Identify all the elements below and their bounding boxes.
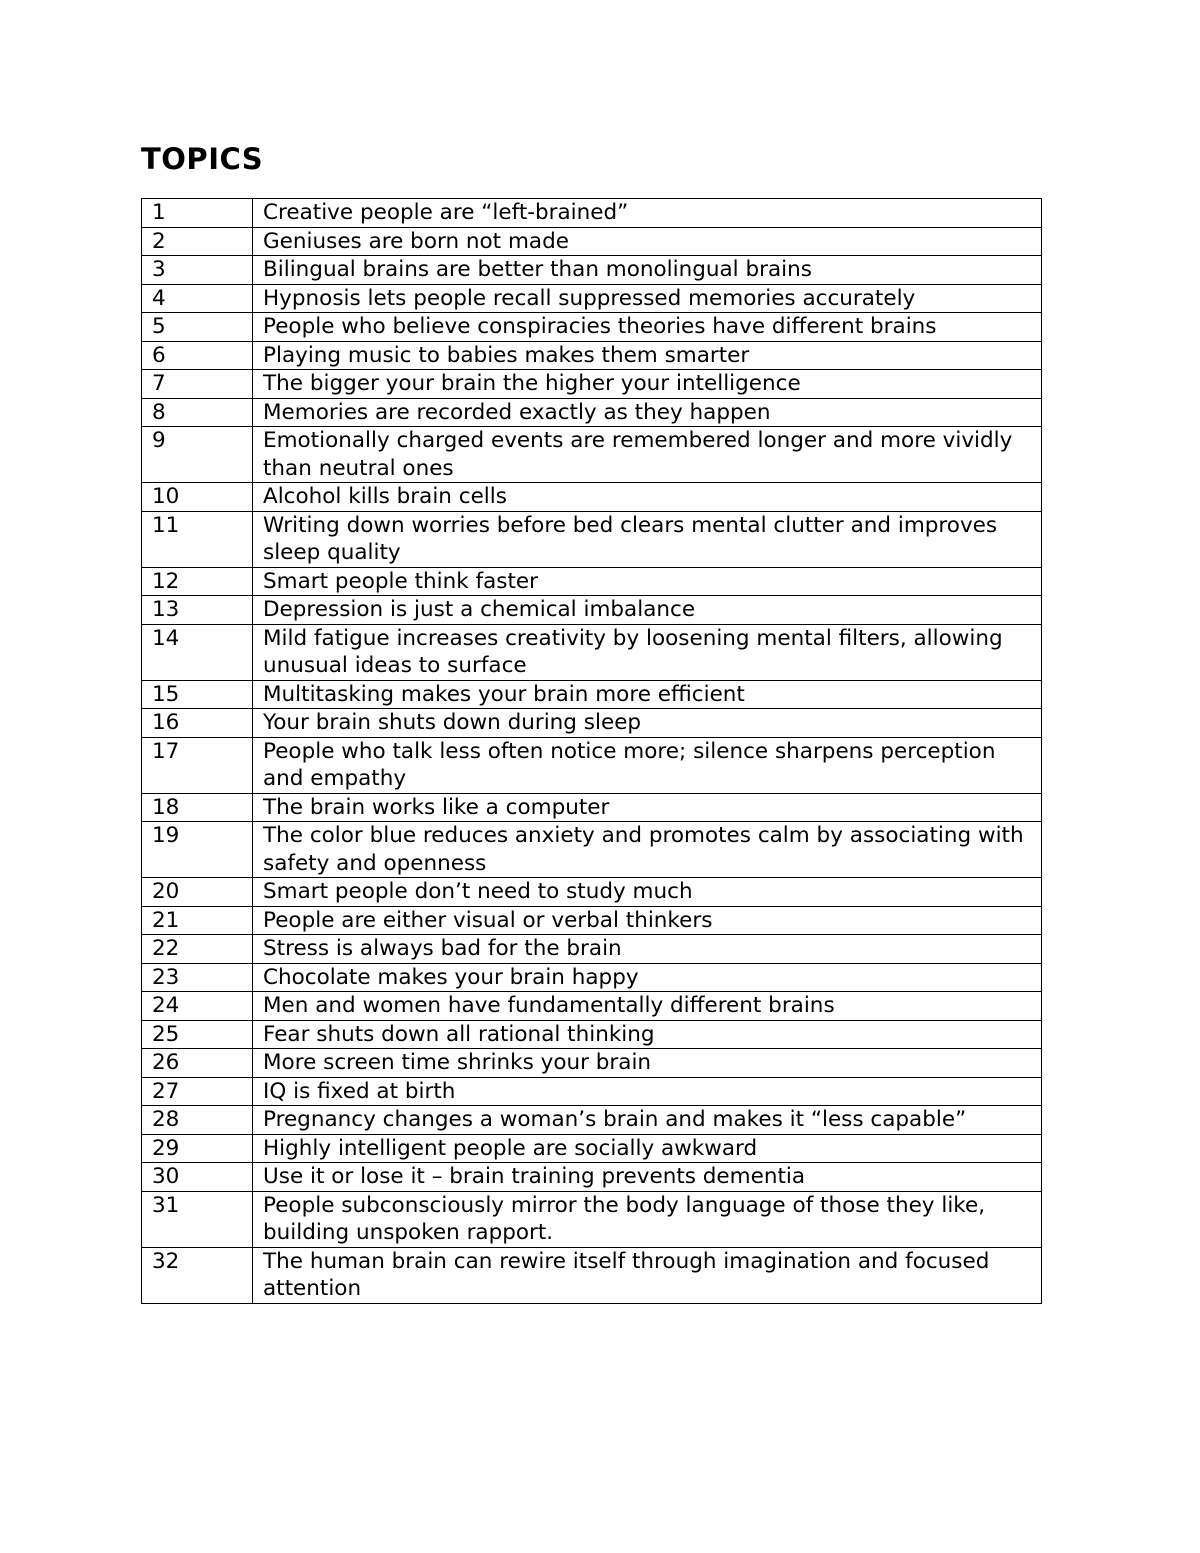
table-row [142,483,1042,512]
topic-text: Memories are recorded exactly as they happen [253,398,1042,427]
topic-text: Mild fatigue increases creativity by loosening mental filters, allowing unusual ideas to surface [253,624,1042,680]
table-row [142,906,1042,935]
topic-text: Alcohol kills brain cells [253,483,1042,512]
topic-number: 9 [142,427,253,483]
topic-number: 17 [142,737,253,793]
topic-number: 5 [142,313,253,342]
table-row [142,878,1042,907]
table-row [142,709,1042,738]
table-row [142,227,1042,256]
page-title: TOPICS [141,142,264,176]
topic-text: Geniuses are born not made [253,227,1042,256]
topic-number: 30 [142,1163,253,1192]
topic-text: Writing down worries before bed clears mental clutter and improves sleep quality [253,511,1042,567]
table-row [142,1106,1042,1135]
table-row [142,793,1042,822]
topic-number: 14 [142,624,253,680]
table-row [142,992,1042,1021]
topic-number: 24 [142,992,253,1021]
table-row [142,1020,1042,1049]
topic-number: 21 [142,906,253,935]
topic-number: 2 [142,227,253,256]
table-row [142,370,1042,399]
table-row [142,822,1042,878]
table-row [142,1191,1042,1247]
topic-text: Emotionally charged events are remembered longer and more vividly than neutral ones [253,427,1042,483]
topic-text: Depression is just a chemical imbalance [253,596,1042,625]
topic-text: Stress is always bad for the brain [253,935,1042,964]
topic-number: 31 [142,1191,253,1247]
topic-number: 15 [142,680,253,709]
table-row [142,511,1042,567]
topic-text: Multitasking makes your brain more efficient [253,680,1042,709]
topic-number: 28 [142,1106,253,1135]
table-row [142,680,1042,709]
topic-text: Bilingual brains are better than monolingual brains [253,256,1042,285]
topic-number: 12 [142,567,253,596]
table-row [142,313,1042,342]
topic-text: Playing music to babies makes them smarter [253,341,1042,370]
topic-text: Hypnosis lets people recall suppressed memories accurately [253,284,1042,313]
topic-text: Creative people are “left-brained” [253,199,1042,228]
topic-number: 1 [142,199,253,228]
table-row [142,963,1042,992]
topic-text: The bigger your brain the higher your intelligence [253,370,1042,399]
topic-number: 18 [142,793,253,822]
table-row [142,596,1042,625]
topics-table-body [142,199,1042,1304]
topic-number: 25 [142,1020,253,1049]
topic-text: The color blue reduces anxiety and promotes calm by associating with safety and openness [253,822,1042,878]
topic-number: 13 [142,596,253,625]
table-row [142,256,1042,285]
topic-number: 29 [142,1134,253,1163]
topic-number: 16 [142,709,253,738]
table-row [142,341,1042,370]
topic-text: People are either visual or verbal thinkers [253,906,1042,935]
table-row [142,199,1042,228]
topic-number: 7 [142,370,253,399]
table-row [142,1163,1042,1192]
table-row [142,284,1042,313]
table-row [142,737,1042,793]
topic-text: Highly intelligent people are socially awkward [253,1134,1042,1163]
topic-text: Fear shuts down all rational thinking [253,1020,1042,1049]
topic-text: Use it or lose it – brain training prevents dementia [253,1163,1042,1192]
topic-number: 20 [142,878,253,907]
table-row [142,1077,1042,1106]
table-row [142,624,1042,680]
table-row [142,1049,1042,1078]
topic-text: More screen time shrinks your brain [253,1049,1042,1078]
topic-text: People subconsciously mirror the body language of those they like, building unspoken rapport. [253,1191,1042,1247]
topic-text: IQ is fixed at birth [253,1077,1042,1106]
topic-number: 4 [142,284,253,313]
topic-number: 22 [142,935,253,964]
topic-text: Pregnancy changes a woman’s brain and makes it “less capable” [253,1106,1042,1135]
topic-number: 19 [142,822,253,878]
topic-text: Your brain shuts down during sleep [253,709,1042,738]
topic-number: 6 [142,341,253,370]
topic-text: People who believe conspiracies theories have different brains [253,313,1042,342]
topic-text: Men and women have fundamentally different brains [253,992,1042,1021]
topic-number: 8 [142,398,253,427]
topic-number: 23 [142,963,253,992]
topic-text: Chocolate makes your brain happy [253,963,1042,992]
topic-number: 3 [142,256,253,285]
topic-text: Smart people don’t need to study much [253,878,1042,907]
table-row [142,1247,1042,1303]
topic-text: The brain works like a computer [253,793,1042,822]
topic-number: 26 [142,1049,253,1078]
topics-table [141,198,1042,1304]
topic-text: The human brain can rewire itself through imagination and focused attention [253,1247,1042,1303]
table-row [142,427,1042,483]
topic-number: 32 [142,1247,253,1303]
topic-number: 27 [142,1077,253,1106]
topic-text: People who talk less often notice more; silence sharpens perception and empathy [253,737,1042,793]
table-row [142,567,1042,596]
table-row [142,398,1042,427]
topic-number: 10 [142,483,253,512]
table-row [142,1134,1042,1163]
topic-number: 11 [142,511,253,567]
table-row [142,935,1042,964]
topic-text: Smart people think faster [253,567,1042,596]
